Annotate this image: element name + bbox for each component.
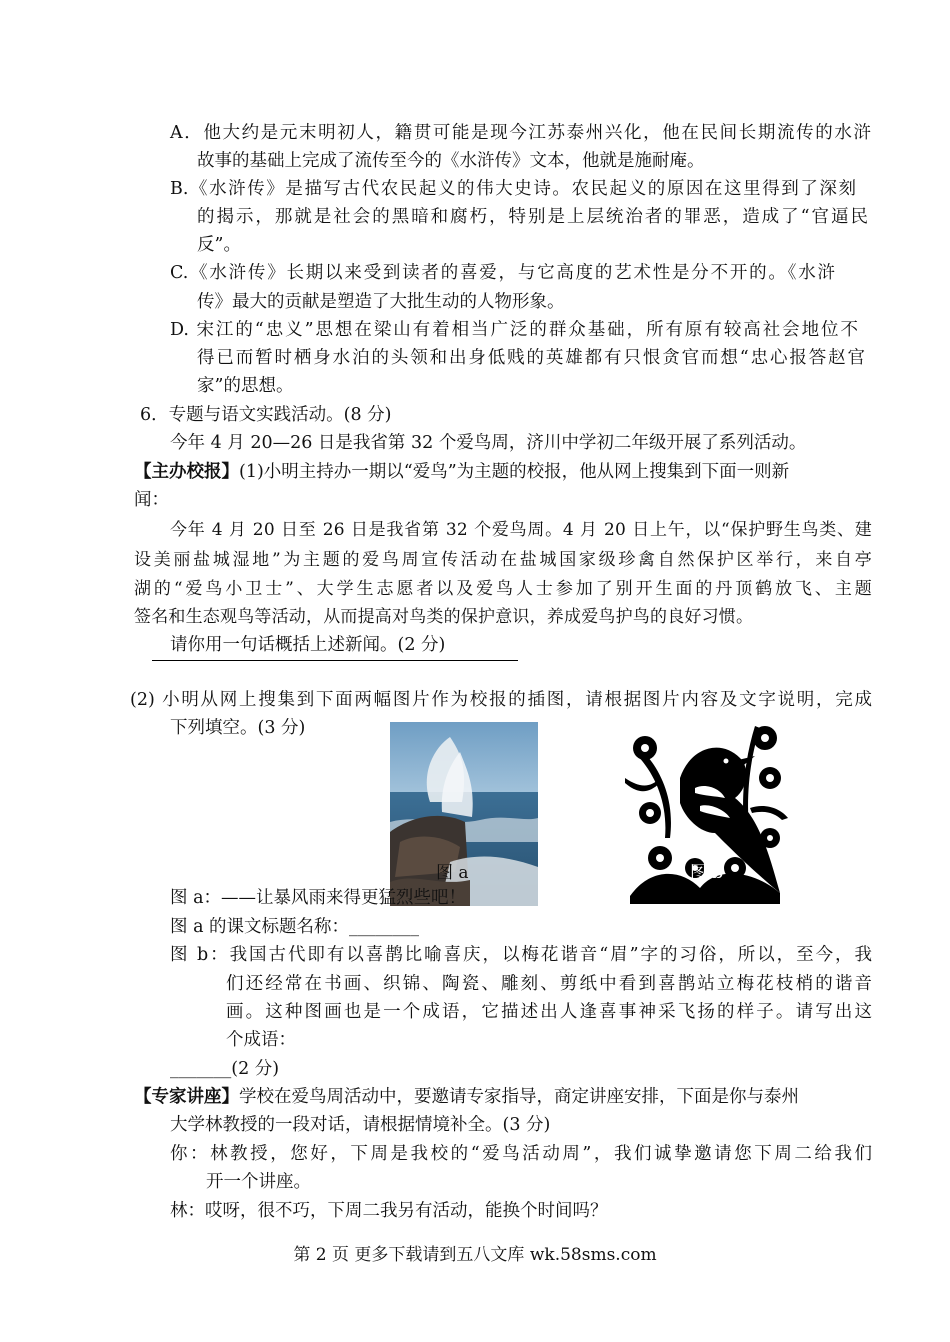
section-expert-lecture-label: 【专家讲座】 <box>134 1087 239 1107</box>
section-school-paper-text: (1)小明主持办一期以“爱鸟”为主题的校报，他从网上搜集到下面一则新 <box>239 462 790 482</box>
option-a-line-2: 故事的基础上完成了流传至今的《水浒传》文本，他就是施耐庵。 <box>197 151 705 171</box>
question-6-title: 6．专题与语文实践活动。(8 分) <box>140 405 392 425</box>
dialog-you-line-2: 开一个讲座。 <box>206 1172 311 1192</box>
option-d-line-2: 得已而暂时栖身水泊的头领和出身低贱的英雄都有只恨贪官而想“忠心报答赵官 <box>197 348 865 368</box>
option-b-line-2: 的揭示，那就是社会的黑暗和腐朽，特别是上层统治者的罪恶，造成了“官逼民 <box>197 207 868 227</box>
option-b-line-3: 反”。 <box>197 235 241 255</box>
figure-b-label: 图 b <box>690 863 724 883</box>
part2-line-2: 下列填空。(3 分) <box>170 718 306 738</box>
section-expert-lecture-text: 学校在爱鸟周活动中，要邀请专家指导，商定讲座安排，下面是你与泰州 <box>239 1087 799 1107</box>
option-c-line-2: 传》最大的贡献是塑造了大批生动的人物形象。 <box>197 292 565 312</box>
news-line-2: 设美丽盐城湿地”为主题的爱鸟周宣传活动在盐城国家级珍禽自然保护区举行，来自亭 <box>134 550 872 570</box>
figure-a-question: 图 a 的课文标题名称：________ <box>170 917 420 937</box>
news-line-4: 签名和生态观鸟等活动，从而提高对鸟类的保护意识，养成爱鸟护鸟的良好习惯。 <box>134 607 754 627</box>
option-b-line-1: B.《水浒传》是描写古代农民起义的伟大史诗。农民起义的原因在这里得到了深刻 <box>170 179 856 199</box>
news-line-1: 今年 4 月 20 日至 26 日是我省第 32 个爱鸟周。4 月 20 日上午，以“保护野生鸟类、建 <box>170 520 872 540</box>
option-d-line-1: D. 宋江的“忠义”思想在梁山有着相当广泛的群众基础，所有原有较高社会地位不 <box>170 320 858 340</box>
option-c-line-1: C.《水浒传》长期以来受到读者的喜爱，与它高度的艺术性是分不开的。《水浒 <box>170 263 835 283</box>
section-school-paper-text-2: 闻： <box>134 490 169 510</box>
option-d-line-3: 家”的思想。 <box>197 376 294 396</box>
figure-a-label: 图 a <box>436 863 469 883</box>
summary-prompt: 请你用一句话概括上述新闻。(2 分) <box>170 635 446 655</box>
figure-a-caption: 图 a：——让暴风雨来得更猛烈些吧！ <box>170 888 466 908</box>
figure-b-line-2: 们还经常在书画、织锦、陶瓷、雕刻、剪纸中看到喜鹊站立梅花枝梢的谐音 <box>226 974 872 994</box>
section-school-paper <box>134 458 872 486</box>
dialog-you-line-1: 你：林教授，您好，下周是我校的“爱鸟活动周”，我们诚挚邀请您下周二给我们 <box>170 1144 872 1164</box>
figure-b-answer-blank[interactable]: _______(2 分) <box>170 1059 280 1079</box>
page-footer: 第 2 页 更多下载请到五八文库 wk.58sms.com <box>293 1245 657 1265</box>
figure-b-line-4: 个成语： <box>226 1030 296 1050</box>
option-a-line-1: A．他大约是元末明初人，籍贯可能是现今江苏泰州兴化，他在民间长期流传的水浒 <box>170 123 871 143</box>
section-expert-lecture-text-2: 大学林教授的一段对话，请根据情境补全。(3 分) <box>170 1115 551 1135</box>
part2-line-1: (2) 小明从网上搜集到下面两幅图片作为校报的插图，请根据图片内容及文字说明，完成 <box>130 690 872 710</box>
figure-b-line-3: 画。这种图画也是一个成语，它描述出人逢喜事神采飞扬的样子。请写出这 <box>226 1002 872 1022</box>
dialog-lin: 林：哎呀，很不巧，下周二我另有活动，能换个时间吗？ <box>170 1201 608 1221</box>
question-6-intro: 今年 4 月 20—26 日是我省第 32 个爱鸟周，济川中学初二年级开展了系列活动。 <box>170 433 807 453</box>
section-school-paper-label: 【主办校报】 <box>134 462 239 482</box>
news-line-3: 湖的“爱鸟小卫士”、大学生志愿者以及爱鸟人士参加了别开生面的丹顶鹤放飞、主题 <box>134 579 872 599</box>
summary-answer-line[interactable] <box>152 660 518 661</box>
section-expert-lecture <box>134 1083 872 1111</box>
figure-b-line-1: 图 b：我国古代即有以喜鹊比喻喜庆，以梅花谐音“眉”字的习俗，所以，至今，我 <box>170 945 872 965</box>
